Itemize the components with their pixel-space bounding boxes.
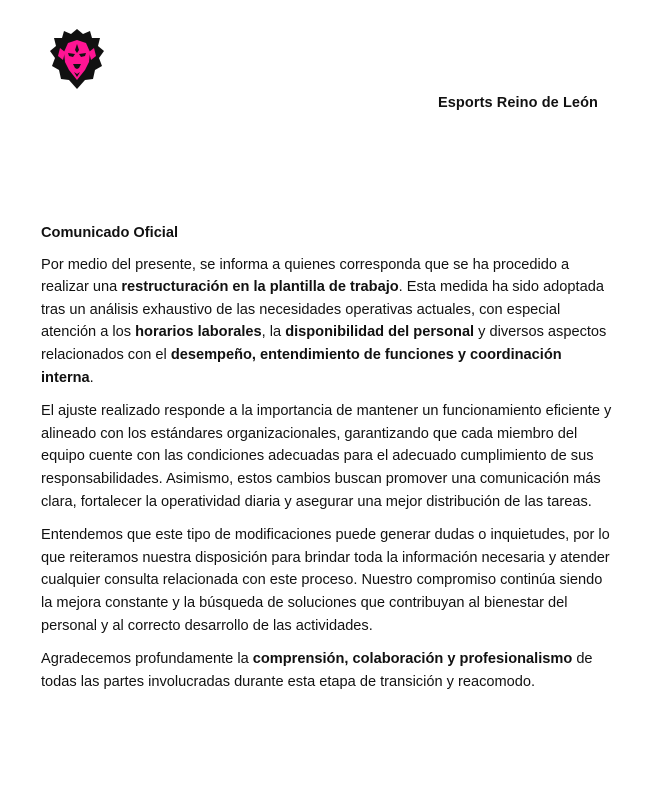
emphasized-text: desempeño, entendimiento de funciones y coordinación interna: [41, 346, 562, 386]
emphasized-text: disponibilidad del personal: [285, 324, 475, 341]
paragraph: [41, 524, 613, 637]
lion-head-icon: [50, 28, 104, 90]
emphasized-text: horarios laborales: [135, 324, 262, 341]
lion-logo-graphic: [50, 28, 104, 90]
document-heading: Comunicado Oficial: [41, 225, 179, 241]
paragraph: [41, 400, 613, 513]
paragraph-text: y diversos aspectos relacionados con el: [41, 324, 607, 363]
paragraph-text: Agradecemos profundamente la: [41, 651, 253, 668]
paragraph-text: , la: [261, 324, 286, 341]
paragraph-text: de todas las partes involucradas durante esta etapa de transición y reacomodo.: [41, 651, 593, 690]
paragraph: [41, 254, 613, 390]
paragraph-text: El ajuste realizado responde a la importancia de mantener un funcionamiento eficiente y alineado con los estándares organizacionales, garantizando que cada miembro del equipo cuente con las condiciones adecuadas para el adecuado cumplimiento de sus responsabilidades. Asimismo, estos cambios buscan promover una comunicación más clara, fortalecer la operatividad diaria y asegurar una mejor distribución de las tareas.: [41, 403, 612, 510]
paragraph-text: .: [89, 369, 94, 386]
document-body: [41, 222, 613, 704]
paragraph-text: Por medio del presente, se informa a quienes corresponda que se ha procedido a realizar una: [41, 256, 570, 296]
paragraph: [41, 648, 613, 693]
emphasized-text: comprensión, colaboración y profesionalismo: [252, 651, 573, 668]
emphasized-text: restructuración en la plantilla de trabajo: [121, 279, 399, 296]
paragraph-text: . Esta medida ha sido adoptada tras un análisis exhaustivo de las necesidades operativas actuales, con especial atención a los: [41, 279, 604, 341]
paragraph-text: Entendemos que este tipo de modificaciones puede generar dudas o inquietudes, por lo que reiteramos nuestra disposición para brindar toda la información necesaria y atender cualquier consulta relacionada con este proceso. Nuestro compromiso continúa siendo la mejora constante y la búsqueda de soluciones que contribuyan al bienestar del personal y al correcto desarrollo de las actividades.: [41, 527, 610, 634]
organization-name: Esports Reino de León: [437, 95, 598, 111]
